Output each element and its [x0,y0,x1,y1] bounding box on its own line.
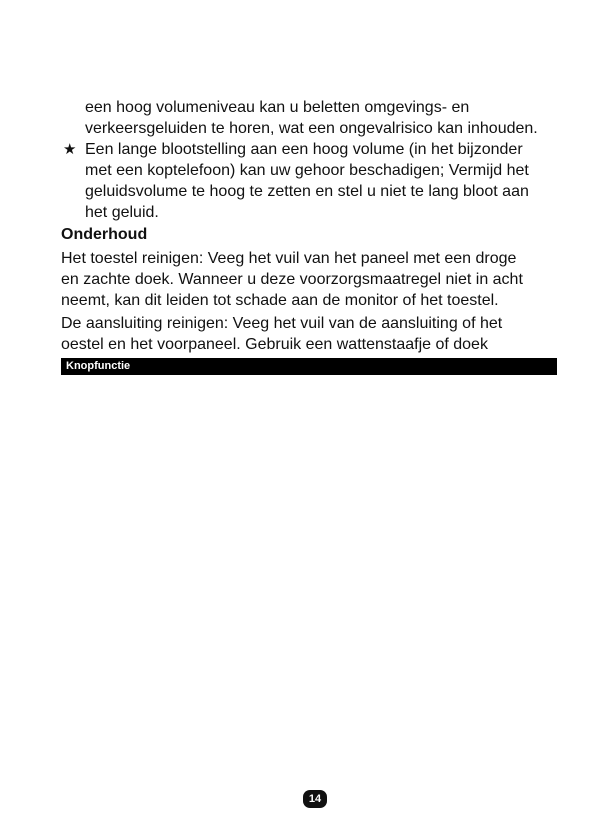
warning-bullet-line-3: geluidsvolume te hoog te zetten en stel u niet te lang bloot aan [85,183,529,200]
warning-continuation-line-1: een hoog volumeniveau kan u beletten omgevings- en [85,99,470,116]
maintenance-p2-line-2: oestel en het voorpaneel. Gebruik een wattenstaafje of doek [61,336,488,353]
warning-bullet-line-4: het geluid. [85,204,159,221]
section-header-bar [61,358,557,375]
maintenance-p2-line-1: De aansluiting reinigen: Veeg het vuil van de aansluiting of het [61,315,503,332]
maintenance-p1-line-1: Het toestel reinigen: Veeg het vuil van het paneel met een droge [61,250,517,267]
maintenance-p1-line-2: en zachte doek. Wanneer u deze voorzorgsmaatregel niet in acht [61,271,523,288]
star-bullet-icon: ★ [63,141,77,158]
warning-bullet-line-1: Een lange blootstelling aan een hoog volume (in het bijzonder [85,141,523,158]
maintenance-heading: Onderhoud [61,226,148,243]
maintenance-p1-line-3: neemt, kan dit leiden tot schade aan de monitor of het toestel. [61,292,499,309]
section-header-label: Knopfunctie [66,360,131,372]
warning-bullet-line-2: met een koptelefoon) kan uw gehoor beschadigen; Vermijd het [85,162,529,179]
page-number-badge: 14 [303,790,327,808]
warning-continuation-line-2: verkeersgeluiden te horen, wat een ongevalrisico kan inhouden. [85,120,538,137]
